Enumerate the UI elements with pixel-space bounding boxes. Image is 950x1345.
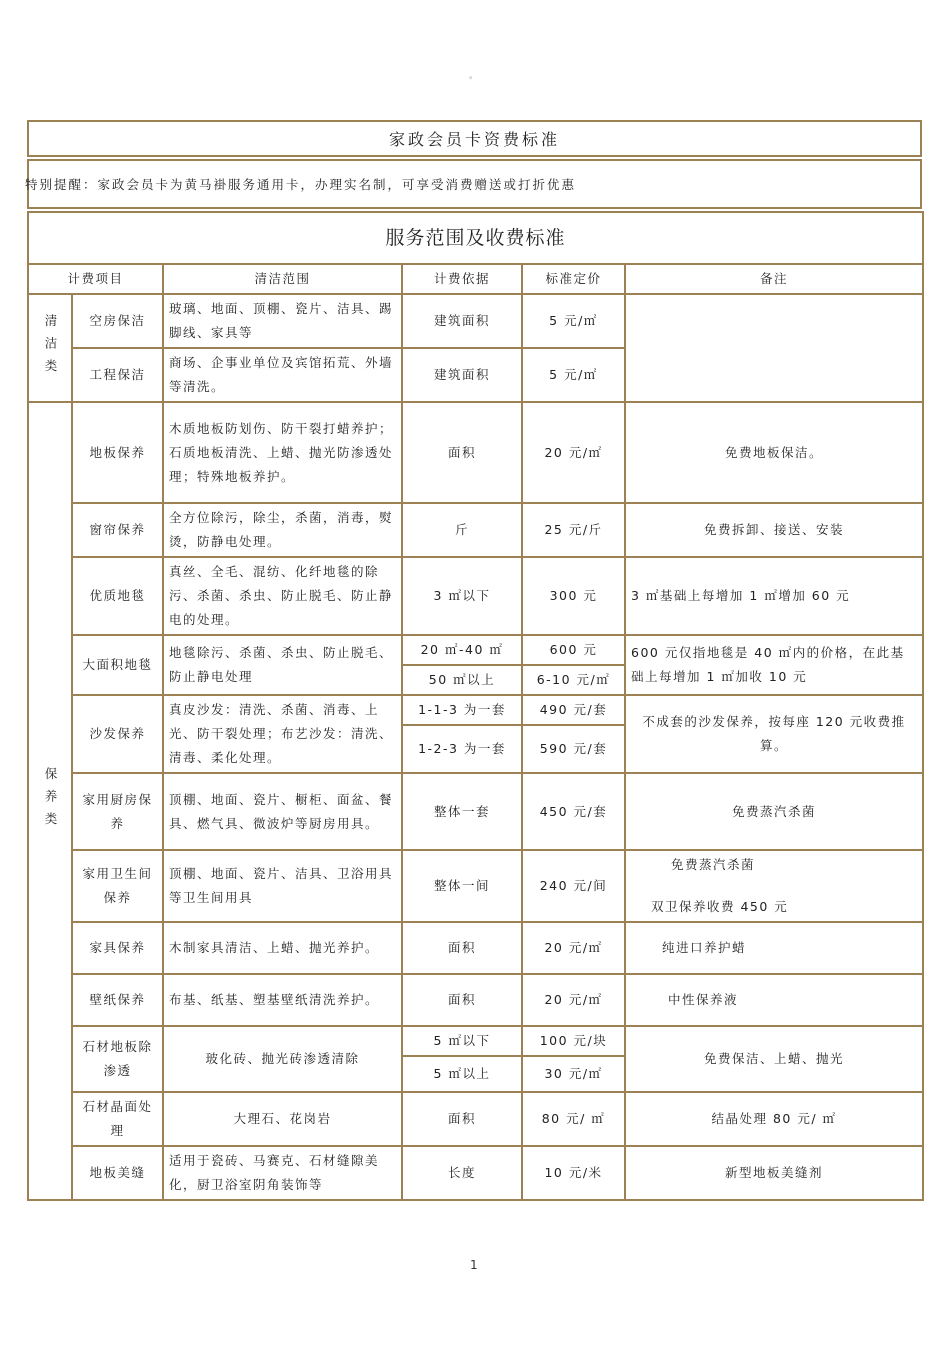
row-price: 490 元/套 bbox=[522, 695, 625, 725]
row-item: 窗帘保养 bbox=[72, 503, 163, 557]
row-scope: 地毯除污、杀菌、杀虫、防止脱毛、防止静电处理 bbox=[163, 635, 402, 695]
row-item: 家用卫生间保养 bbox=[72, 850, 163, 922]
row-basis: 1-2-3 为一套 bbox=[402, 725, 522, 773]
row-basis: 20 ㎡-40 ㎡ bbox=[402, 635, 522, 665]
table-row bbox=[28, 402, 923, 503]
row-note: 不成套的沙发保养，按每座 120 元收费推算。 bbox=[625, 695, 923, 773]
table-row bbox=[28, 974, 923, 1026]
row-basis: 5 ㎡以上 bbox=[402, 1056, 522, 1092]
row-basis: 面积 bbox=[402, 1092, 522, 1146]
row-note: 3 ㎡基础上每增加 1 ㎡增加 60 元 bbox=[625, 557, 923, 635]
row-scope: 全方位除污，除尘，杀菌，消毒，熨烫，防静电处理。 bbox=[163, 503, 402, 557]
row-note: 中性保养液 bbox=[625, 974, 923, 1026]
row-price: 590 元/套 bbox=[522, 725, 625, 773]
top-mark: 。 bbox=[469, 71, 479, 81]
category-cleaning: 清洁类 bbox=[28, 294, 72, 402]
row-price: 20 元/㎡ bbox=[522, 974, 625, 1026]
table-row bbox=[28, 695, 923, 725]
row-item: 工程保洁 bbox=[72, 348, 163, 402]
row-item: 石材地板除渗透 bbox=[72, 1026, 163, 1092]
row-basis: 整体一套 bbox=[402, 773, 522, 850]
row-basis: 斤 bbox=[402, 503, 522, 557]
row-price: 100 元/块 bbox=[522, 1026, 625, 1056]
row-scope: 玻化砖、抛光砖渗透清除 bbox=[163, 1026, 402, 1092]
row-item: 大面积地毯 bbox=[72, 635, 163, 695]
document-title-box bbox=[27, 120, 922, 157]
row-basis: 1-1-3 为一套 bbox=[402, 695, 522, 725]
row-scope: 木制家具清洁、上蜡、抛光养护。 bbox=[163, 922, 402, 974]
table-row bbox=[28, 1026, 923, 1056]
fee-table bbox=[27, 211, 924, 1201]
row-price: 600 元 bbox=[522, 635, 625, 665]
row-scope: 布基、纸基、塑基壁纸清洗养护。 bbox=[163, 974, 402, 1026]
row-item: 地板美缝 bbox=[72, 1146, 163, 1200]
row-basis: 5 ㎡以下 bbox=[402, 1026, 522, 1056]
row-scope: 玻璃、地面、顶棚、瓷片、洁具、踢脚线、家具等 bbox=[163, 294, 402, 348]
section-title: 服务范围及收费标准 bbox=[28, 212, 923, 264]
notice-text: 特别提醒：家政会员卡为黄马褂服务通用卡，办理实名制，可享受消费赠送或打折优惠 bbox=[25, 177, 577, 192]
header-item: 计费项目 bbox=[28, 264, 163, 294]
row-price: 30 元/㎡ bbox=[522, 1056, 625, 1092]
row-basis: 整体一间 bbox=[402, 850, 522, 922]
row-item: 家用厨房保养 bbox=[72, 773, 163, 850]
row-scope: 商场、企事业单位及宾馆拓荒、外墙等清洗。 bbox=[163, 348, 402, 402]
table-header-row bbox=[28, 264, 923, 294]
row-item: 壁纸保养 bbox=[72, 974, 163, 1026]
row-price: 25 元/斤 bbox=[522, 503, 625, 557]
row-item: 石材晶面处理 bbox=[72, 1092, 163, 1146]
header-price: 标准定价 bbox=[522, 264, 625, 294]
row-price: 10 元/米 bbox=[522, 1146, 625, 1200]
page-number: 1 bbox=[470, 1258, 478, 1272]
table-row bbox=[28, 294, 923, 348]
table-row bbox=[28, 557, 923, 635]
table-row bbox=[28, 1146, 923, 1200]
row-price: 300 元 bbox=[522, 557, 625, 635]
row-item: 沙发保养 bbox=[72, 695, 163, 773]
row-basis: 50 ㎡以上 bbox=[402, 665, 522, 695]
header-scope: 清洁范围 bbox=[163, 264, 402, 294]
row-note bbox=[625, 850, 923, 922]
row-price: 6-10 元/㎡ bbox=[522, 665, 625, 695]
header-note: 备注 bbox=[625, 264, 923, 294]
row-item: 空房保洁 bbox=[72, 294, 163, 348]
notice-box bbox=[27, 159, 922, 209]
row-price: 20 元/㎡ bbox=[522, 922, 625, 974]
row-note: 免费地板保洁。 bbox=[625, 402, 923, 503]
row-item: 地板保养 bbox=[72, 402, 163, 503]
row-basis: 建筑面积 bbox=[402, 294, 522, 348]
row-basis: 建筑面积 bbox=[402, 348, 522, 402]
category-maintenance: 保养类 bbox=[28, 402, 72, 1200]
row-price: 5 元/㎡ bbox=[522, 348, 625, 402]
row-note: 免费保洁、上蜡、抛光 bbox=[625, 1026, 923, 1092]
row-note: 免费拆卸、接送、安装 bbox=[625, 503, 923, 557]
row-item: 优质地毯 bbox=[72, 557, 163, 635]
document-title: 家政会员卡资费标准 bbox=[388, 130, 560, 149]
row-basis: 3 ㎡以下 bbox=[402, 557, 522, 635]
table-row bbox=[28, 922, 923, 974]
row-note: 新型地板美缝剂 bbox=[625, 1146, 923, 1200]
row-note: 600 元仅指地毯是 40 ㎡内的价格，在此基础上每增加 1 ㎡加收 10 元 bbox=[625, 635, 923, 695]
row-price: 20 元/㎡ bbox=[522, 402, 625, 503]
table-row bbox=[28, 635, 923, 665]
row-scope: 真丝、全毛、混纺、化纤地毯的除污、杀菌、杀虫、防止脱毛、防止静电的处理。 bbox=[163, 557, 402, 635]
table-row bbox=[28, 850, 923, 922]
row-scope: 顶棚、地面、瓷片、橱柜、面盆、餐具、燃气具、微波炉等厨房用具。 bbox=[163, 773, 402, 850]
row-note-empty bbox=[625, 294, 923, 402]
row-basis: 面积 bbox=[402, 974, 522, 1026]
row-note-line-1: 免费蒸汽杀菌 bbox=[671, 857, 756, 872]
row-basis: 面积 bbox=[402, 922, 522, 974]
row-scope: 适用于瓷砖、马赛克、石材缝隙美化，厨卫浴室阴角装饰等 bbox=[163, 1146, 402, 1200]
row-price: 240 元/间 bbox=[522, 850, 625, 922]
row-scope: 真皮沙发：清洗、杀菌、消毒、上光、防干裂处理；布艺沙发：清洗、清毒、柔化处理。 bbox=[163, 695, 402, 773]
row-price: 80 元/ ㎡ bbox=[522, 1092, 625, 1146]
header-basis: 计费依据 bbox=[402, 264, 522, 294]
row-note: 免费蒸汽杀菌 bbox=[625, 773, 923, 850]
row-note-line-2: 双卫保养收费 450 元 bbox=[651, 899, 789, 914]
table-row bbox=[28, 1092, 923, 1146]
row-price: 450 元/套 bbox=[522, 773, 625, 850]
row-price: 5 元/㎡ bbox=[522, 294, 625, 348]
row-scope: 顶棚、地面、瓷片、洁具、卫浴用具等卫生间用具 bbox=[163, 850, 402, 922]
row-scope: 大理石、花岗岩 bbox=[163, 1092, 402, 1146]
table-row bbox=[28, 773, 923, 850]
row-note: 纯进口养护蜡 bbox=[625, 922, 923, 974]
row-note: 结晶处理 80 元/ ㎡ bbox=[625, 1092, 923, 1146]
row-basis: 长度 bbox=[402, 1146, 522, 1200]
row-scope: 木质地板防划伤、防干裂打蜡养护；石质地板清洗、上蜡、抛光防渗透处理；特殊地板养护。 bbox=[163, 402, 402, 503]
table-row bbox=[28, 503, 923, 557]
row-item: 家具保养 bbox=[72, 922, 163, 974]
row-basis: 面积 bbox=[402, 402, 522, 503]
